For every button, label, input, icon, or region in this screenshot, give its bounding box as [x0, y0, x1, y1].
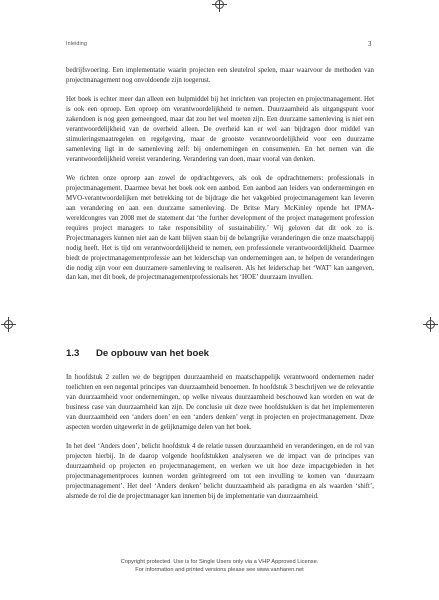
page-number: 3 [368, 40, 372, 48]
section-heading [66, 348, 209, 359]
paragraph: In hoofdstuk 2 zullen we de begrippen duurzaamheid en maatschappelijk verantwoord ondernemen nader toelichten en een negental principes van duurzaamheid benoemen. In hoofdstuk 3 beschrijven we de relevantie van duurzaamheid voor ondernemingen, op welke niveaus duurzaamheid beschouwd kan worden en wat de business case van duurzaamheid kan zijn. De conclusie uit deze twee hoofdstukken is dat het implementeren van duurzaamheid een ‘anders doen’ en een ‘anders denken’ vergt in projecten en projectmanagement. Deze aspecten worden uitgewerkt in de gelijknamige delen van het boek. [66, 374, 374, 431]
footer-line: For information and printed versions please see www.vanharen.net [135, 567, 304, 573]
registration-mark-top-icon [215, 0, 224, 9]
paragraph: In het deel ‘Anders doen’, belicht hoofdstuk 4 de relatie tussen duurzaamheid en veranderingen, en de rol van projecten hierbij. In de daarop volgende hoofdstukken analyseren we de impact van de principes van duurzaamheid op projecten en projectmanagement, en werken we uit hoe deze impactgebieden in het projectmanagementproces kunnen worden geïntegreerd om tot een invulling te komen van ‘duurzaam projectmanagement’. Het deel ‘Anders denken’ belicht duurzaamheid als paradigma en als waarden ‘shift’, alsmede de rol die de projectmanager kan innemen bij de implementatie van duurzaamheid. [66, 443, 374, 500]
section-number: 1.3 [66, 348, 80, 359]
footer-line: Copyright protected. Use is for Single Users only via a VHP Approved License. [120, 559, 319, 565]
paragraph: Het boek is echter meer dan alleen een hulpmiddel bij het inrichten van projecten en projectmanagement. Het is ook een oproep. Een oproep om verantwoordelijkheid te nemen. Duurzaamheid als uitgangspunt voor zakendoen is nog geen gemeengoed, maar dat zou het wel moeten zijn. Een duurzame samenleving is niet een verantwoordelijkheid van de overheid alleen. De overheid kan er wel aan bijdragen door middel van stimuleringsmaatregelen en regelgeving, maar de grootste verantwoordelijkheid voor een duurzame samenleving ligt in de samenleving zelf: bij ondernemingen en consumenten. En het nemen van die verantwoordelijkheid vereist verandering. Verandering van doen, maar vooral van denken. [66, 96, 374, 163]
section-text [66, 373, 374, 501]
running-head: Inleiding [66, 41, 87, 47]
paragraph: We richten onze oproep aan zowel de opdrachtgevers, als ook de opdrachtnemers: professionals in projectmanagement. Daarmee bevat het boek ook een aanbod. Een aanbod aan leiders van ondernemingen en MVO-verantwoordelijken met betrekking tot de bijdrage die het vakgebied projectmanagement kan leveren aan verandering en aan een duurzame samenleving. De Britse Mary McKinley opende het IPMA-wereldcongres van 2008 met de statement dat ‘the further development of the project management profession requires project managers to take responsibility of sustainability.’ Wij geloven dat dit ook zo is. Projectmanagers kunnen niet aan de kant blijven staan bij de belangrijke veranderingen die onze maatschappij nodig heeft. Het is tijd om verantwoordelijkheid te nemen, een professionele verantwoordelijkheid. Daarmee biedt de projectmanagementprofessie aan het leiderschap van ondernemingen aan, te helpen de veranderingen die nodig zijn voor een duurzamere samenleving te realiseren. Als het leiderschap het ‘WAT’ kan aangeven, dan kan, met dit boek, de projectmanagementprofessionals het ‘HOE’ duurzaam invullen. [66, 175, 374, 282]
body-text [66, 66, 374, 283]
copyright-footer [0, 558, 439, 574]
registration-mark-right-icon [426, 320, 435, 329]
paragraph: bedrijfsvoering. Een implementatie waarin projecten een sleutelrol spelen, maar waarvoor de methoden van projectmanagement nog onvoldoende zijn toegerust. [66, 67, 374, 84]
registration-mark-left-icon [4, 320, 13, 329]
section-title: De opbouw van het boek [96, 348, 210, 359]
